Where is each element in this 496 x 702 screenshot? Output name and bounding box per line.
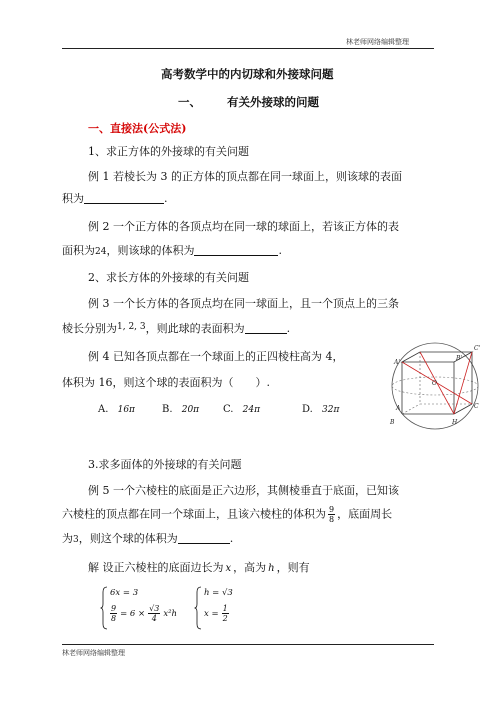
example-1-line1: 例 1 若棱长为 3 的正方体的顶点都在同一球面上，则该球的表面	[88, 170, 402, 183]
answer-blank	[178, 532, 230, 544]
label-a-prime: A'	[394, 359, 400, 366]
item-heading-3: 3.求多面体的外接球的有关问题	[88, 458, 242, 471]
solution-text-a: 解 设正六棱柱的底面边长为	[88, 561, 224, 574]
system-1-eq-1: 6x = 3	[110, 588, 139, 598]
solution-text-c: ，则有	[276, 561, 310, 574]
label-c-prime: C'	[474, 345, 481, 352]
solution-text-b: ，高为	[233, 561, 267, 574]
example-2-value: 24	[95, 247, 107, 257]
system-2-eq-2	[204, 604, 229, 623]
option-a	[98, 404, 135, 415]
var-x: x	[225, 563, 232, 574]
example-5-line3	[62, 532, 233, 547]
option-a-value: 16π	[117, 405, 135, 415]
var-h: h	[268, 563, 275, 574]
option-b	[162, 404, 199, 415]
example-5-line1: 例 5 一个六棱柱的底面是正六边形，其侧棱垂直于底面，已知该	[88, 484, 399, 497]
label-c: C	[474, 403, 479, 410]
item-heading-2: 2、求长方体的外接球的有关问题	[88, 271, 249, 284]
eq2-root-numerator: √3	[149, 604, 160, 613]
answer-blank	[84, 192, 164, 204]
sphere-prism-figure	[382, 340, 490, 432]
option-c-label: C.	[223, 404, 234, 415]
eq2-fraction	[110, 604, 117, 623]
footer-rule	[62, 644, 434, 645]
section-heading	[178, 94, 319, 110]
option-d-label: D.	[302, 404, 313, 415]
system-1-eq-2	[110, 604, 177, 623]
label-b: B	[390, 419, 395, 426]
example-2-line1: 例 2 一个正方体的各顶点均在同一球的球面上，若该正方体的表	[88, 220, 399, 233]
example-5-text: 六棱柱的顶点都在同一个球面上，且该六棱柱的体积为	[62, 507, 326, 521]
option-c-value: 24π	[242, 405, 261, 415]
eq2-middle: = 6 ×	[120, 608, 146, 619]
example-4-line1: 例 4 已知各顶点都在一个球面上的正四棱柱高为 4，	[88, 350, 344, 363]
label-o: O	[432, 380, 437, 387]
example-5-text-c: 为	[62, 532, 73, 545]
example-5-value: 3	[73, 535, 79, 545]
section-number: 一、	[178, 95, 201, 109]
solution-line	[88, 561, 310, 576]
item-heading-1: 1、求正方体的外接球的有关问题	[88, 145, 249, 158]
fraction-numerator: 9	[329, 505, 335, 514]
s2-eq2-left: x =	[204, 608, 219, 619]
left-brace-2	[194, 586, 202, 630]
label-a: A	[396, 405, 401, 412]
example-2-text: 面积为	[62, 244, 95, 257]
example-4-line2: 体积为 16，则这个球的表面积为（ ）.	[62, 376, 270, 389]
volume-fraction	[328, 505, 335, 524]
example-2-period: .	[278, 244, 282, 257]
page-header: 林老师网络编辑整理	[346, 38, 409, 46]
label-h: H	[452, 419, 458, 426]
left-brace-1	[100, 586, 108, 630]
example-5-text-b: ，底面周长	[337, 507, 393, 521]
answer-blank	[194, 244, 278, 256]
example-2-text-b: ，则该球的体积为	[106, 244, 195, 257]
fraction-denominator: 8	[329, 515, 335, 524]
method-heading: 一、直接法(公式法)	[88, 122, 187, 135]
option-d	[302, 404, 339, 415]
example-2-line2	[62, 244, 282, 259]
example-3-line1: 例 3 一个长方体的各顶点均在同一球面上，且一个顶点上的三条	[88, 297, 399, 310]
section-title: 有关外接球的问题	[227, 95, 320, 109]
page-title: 高考数学中的内切球和外接球问题	[161, 67, 334, 81]
example-5-period: .	[229, 532, 234, 545]
option-b-value: 20π	[181, 405, 200, 415]
example-3-text-b: ，则此球的表面积为	[145, 322, 245, 335]
option-d-value: 32π	[322, 405, 340, 415]
answer-blank	[245, 322, 287, 334]
s2-eq2-fraction	[222, 604, 229, 623]
system-2-eq-1: h = √3	[204, 588, 233, 598]
page-footer: 林老师网络编辑整理	[62, 649, 125, 657]
eq2-root-denominator: 4	[151, 614, 157, 623]
header-rule	[62, 48, 434, 49]
eq2-denominator: 8	[111, 614, 117, 623]
s2-eq2-numerator: 1	[222, 604, 228, 613]
example-3-value: 1, 2, 3	[117, 322, 146, 332]
example-1-line2	[62, 192, 168, 206]
example-3-line2	[62, 320, 290, 336]
option-a-label: A.	[98, 404, 109, 415]
example-1-text: 积为	[62, 192, 84, 205]
example-5-text-d: ，则这个球的体积为	[78, 532, 178, 545]
option-c	[223, 404, 260, 415]
eq2-end: x²h	[163, 608, 178, 619]
example-5-line2	[62, 505, 392, 524]
example-3-text: 棱长分别为	[62, 322, 117, 335]
example-3-period: .	[286, 322, 291, 335]
eq2-root-fraction	[148, 604, 160, 623]
example-1-period: .	[164, 192, 168, 205]
eq2-numerator: 9	[111, 604, 117, 613]
s2-eq2-denominator: 2	[222, 614, 228, 623]
label-b-prime: B'	[456, 355, 463, 362]
option-b-label: B.	[162, 404, 173, 415]
